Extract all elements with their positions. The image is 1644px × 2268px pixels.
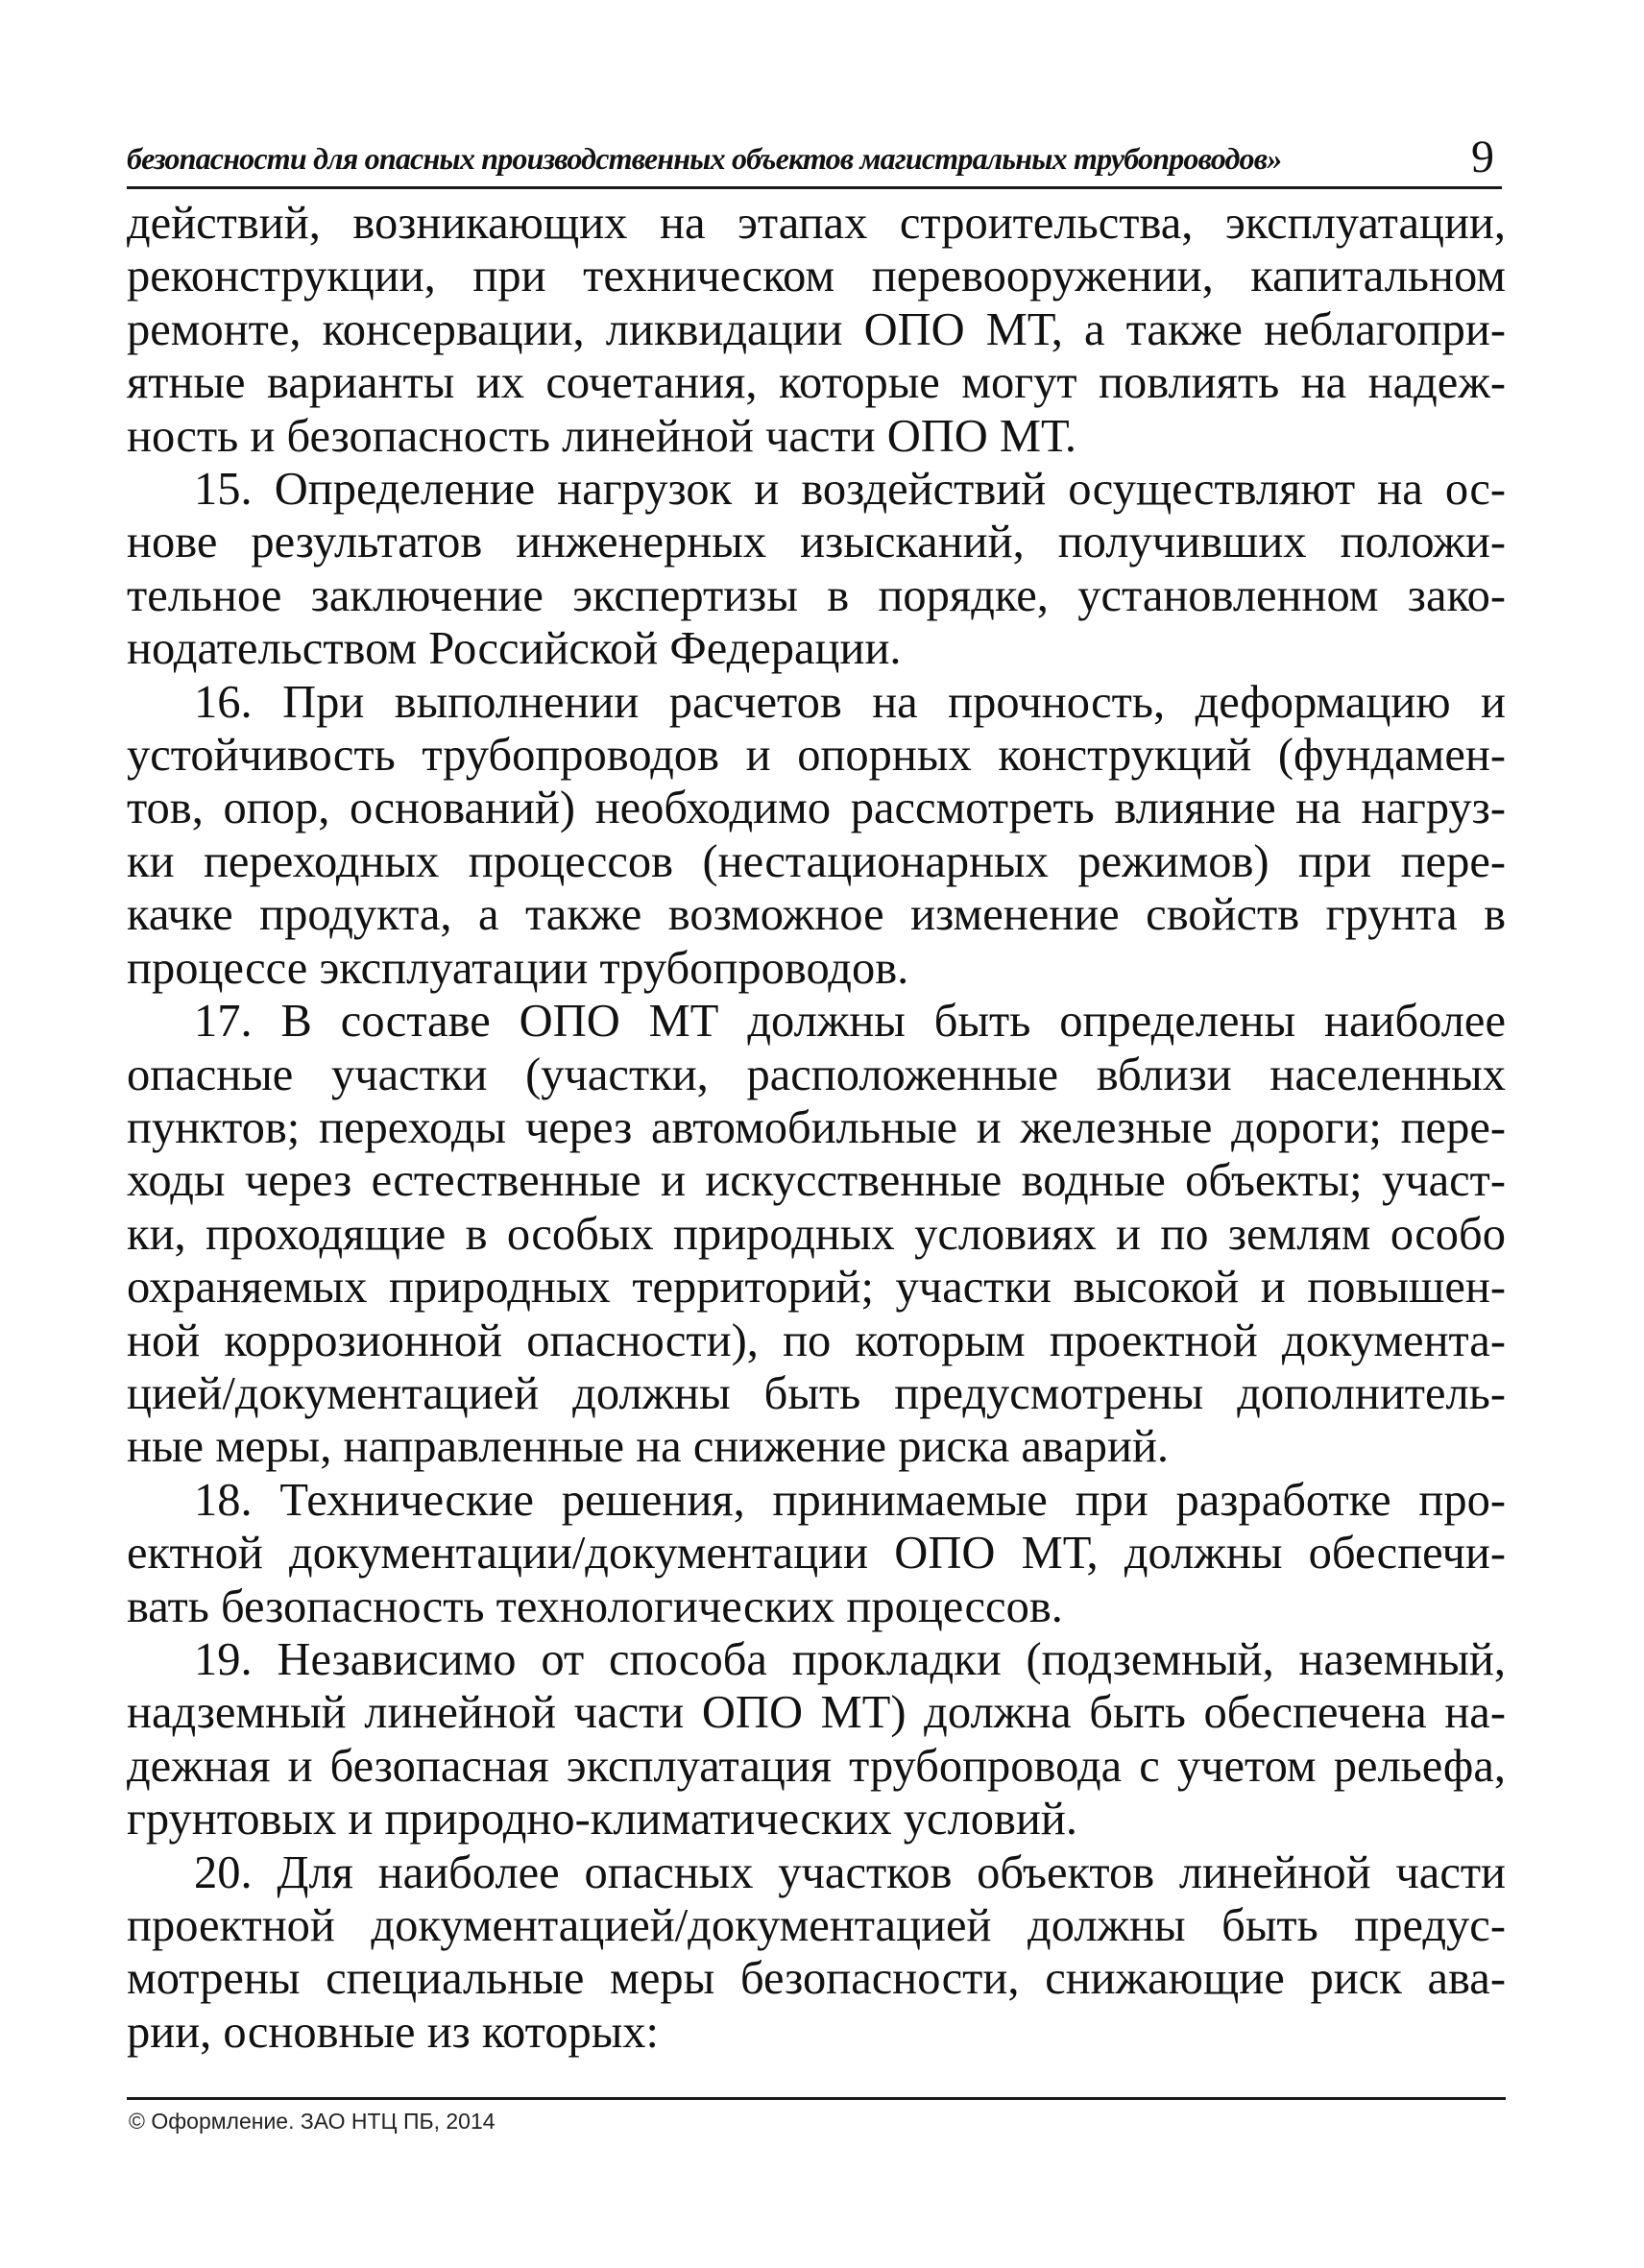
paragraph (127, 197, 1506, 463)
text-line: пунктов; переходы через автомобильные и железные дороги; пере- (127, 1101, 1506, 1153)
text-line: ятные варианты их сочетания, которые могут повлиять на надеж- (127, 357, 1506, 409)
text-line: 19. Независимо от способа прокладки (подземный, наземный, (194, 1633, 1506, 1685)
text-line: опасные участки (участки, расположенные вблизи населенных (127, 1049, 1506, 1100)
footer-copyright: © Оформление. ЗАО НТЦ ПБ, 2014 (129, 2109, 496, 2134)
text-line: рии, основные из которых: (127, 2006, 660, 2058)
text-line: грунтовых и природно-климатических условий. (127, 1794, 1077, 1846)
text-line: 15. Определение нагрузок и воздействий осуществляют на ос- (194, 464, 1506, 516)
page-number: 9 (1471, 132, 1494, 182)
paragraph (127, 463, 1506, 676)
text-line: реконструкции, при техническом перевооружении, капитальном (127, 251, 1506, 302)
text-line: нове результатов инженерных изысканий, получивших положи- (127, 517, 1506, 568)
text-line: качке продукта, а также возможное изменение свойств грунта в (127, 889, 1506, 941)
text-line: дежная и безопасная эксплуатация трубопровода с учетом рельефа, (127, 1740, 1506, 1792)
paragraph (127, 995, 1506, 1474)
text-line: ходы через естественные и искусственные водные объекты; участ- (127, 1155, 1506, 1207)
text-line: устойчивость трубопроводов и опорных конструкций (фундамен- (127, 730, 1506, 782)
text-line: ные меры, направленные на снижение риска аварий. (127, 1421, 1170, 1473)
text-line: 18. Технические решения, принимаемые при разработке про- (194, 1474, 1506, 1526)
text-line: 17. В составе ОПО МТ должны быть определены наиболее (194, 996, 1506, 1048)
paragraph (127, 1846, 1506, 2060)
running-header (127, 127, 1502, 189)
text-line: надземный линейной части ОПО МТ) должна быть обеспечена на- (127, 1687, 1506, 1739)
text-line: ки переходных процессов (нестационарных режимов) при пере- (127, 835, 1506, 887)
footer-divider (127, 2097, 1506, 2100)
text-line: цией/документацией должны быть предусмотрены дополнитель- (127, 1367, 1506, 1419)
paragraph (127, 1474, 1506, 1633)
text-line: ремонте, консервации, ликвидации ОПО МТ, а также неблагопри- (127, 303, 1506, 355)
text-line: тельное заключение экспертизы в порядке, установленном зако- (127, 569, 1506, 621)
paragraph (127, 1633, 1506, 1846)
text-line: действий, возникающих на этапах строительства, эксплуатации, (127, 198, 1506, 249)
paragraph (127, 676, 1506, 995)
text-line: 16. При выполнении расчетов на прочность, деформацию и (194, 676, 1506, 728)
running-title: безопасности для опасных производственных объектов магистральных трубопроводов» (127, 141, 1282, 176)
text-line: ки, проходящие в особых природных условиях и по землям особо (127, 1208, 1506, 1260)
text-line: ной коррозионной опасности), по которым проектной документа- (127, 1315, 1506, 1366)
text-line: 20. Для наиболее опасных участков объектов линейной части (194, 1846, 1506, 1898)
text-line: процессе эксплуатации трубопроводов. (127, 942, 909, 994)
text-line: ектной документации/документации ОПО МТ, должны обеспечи- (127, 1528, 1506, 1580)
text-line: вать безопасность технологических процессов. (127, 1580, 1063, 1632)
text-line: охраняемых природных территорий; участки высокой и повышен- (127, 1262, 1506, 1314)
body-text (127, 197, 1506, 2059)
text-line: ность и безопасность линейной части ОПО МТ. (127, 410, 1076, 462)
text-line: мотрены специальные меры безопасности, снижающие риск ава- (127, 1953, 1506, 2005)
text-line: проектной документацией/документацией должны быть предус- (127, 1900, 1506, 1951)
text-line: тов, опор, оснований) необходимо рассмотреть влияние на нагруз- (127, 783, 1506, 834)
text-line: нодательством Российской Федерации. (127, 623, 902, 675)
